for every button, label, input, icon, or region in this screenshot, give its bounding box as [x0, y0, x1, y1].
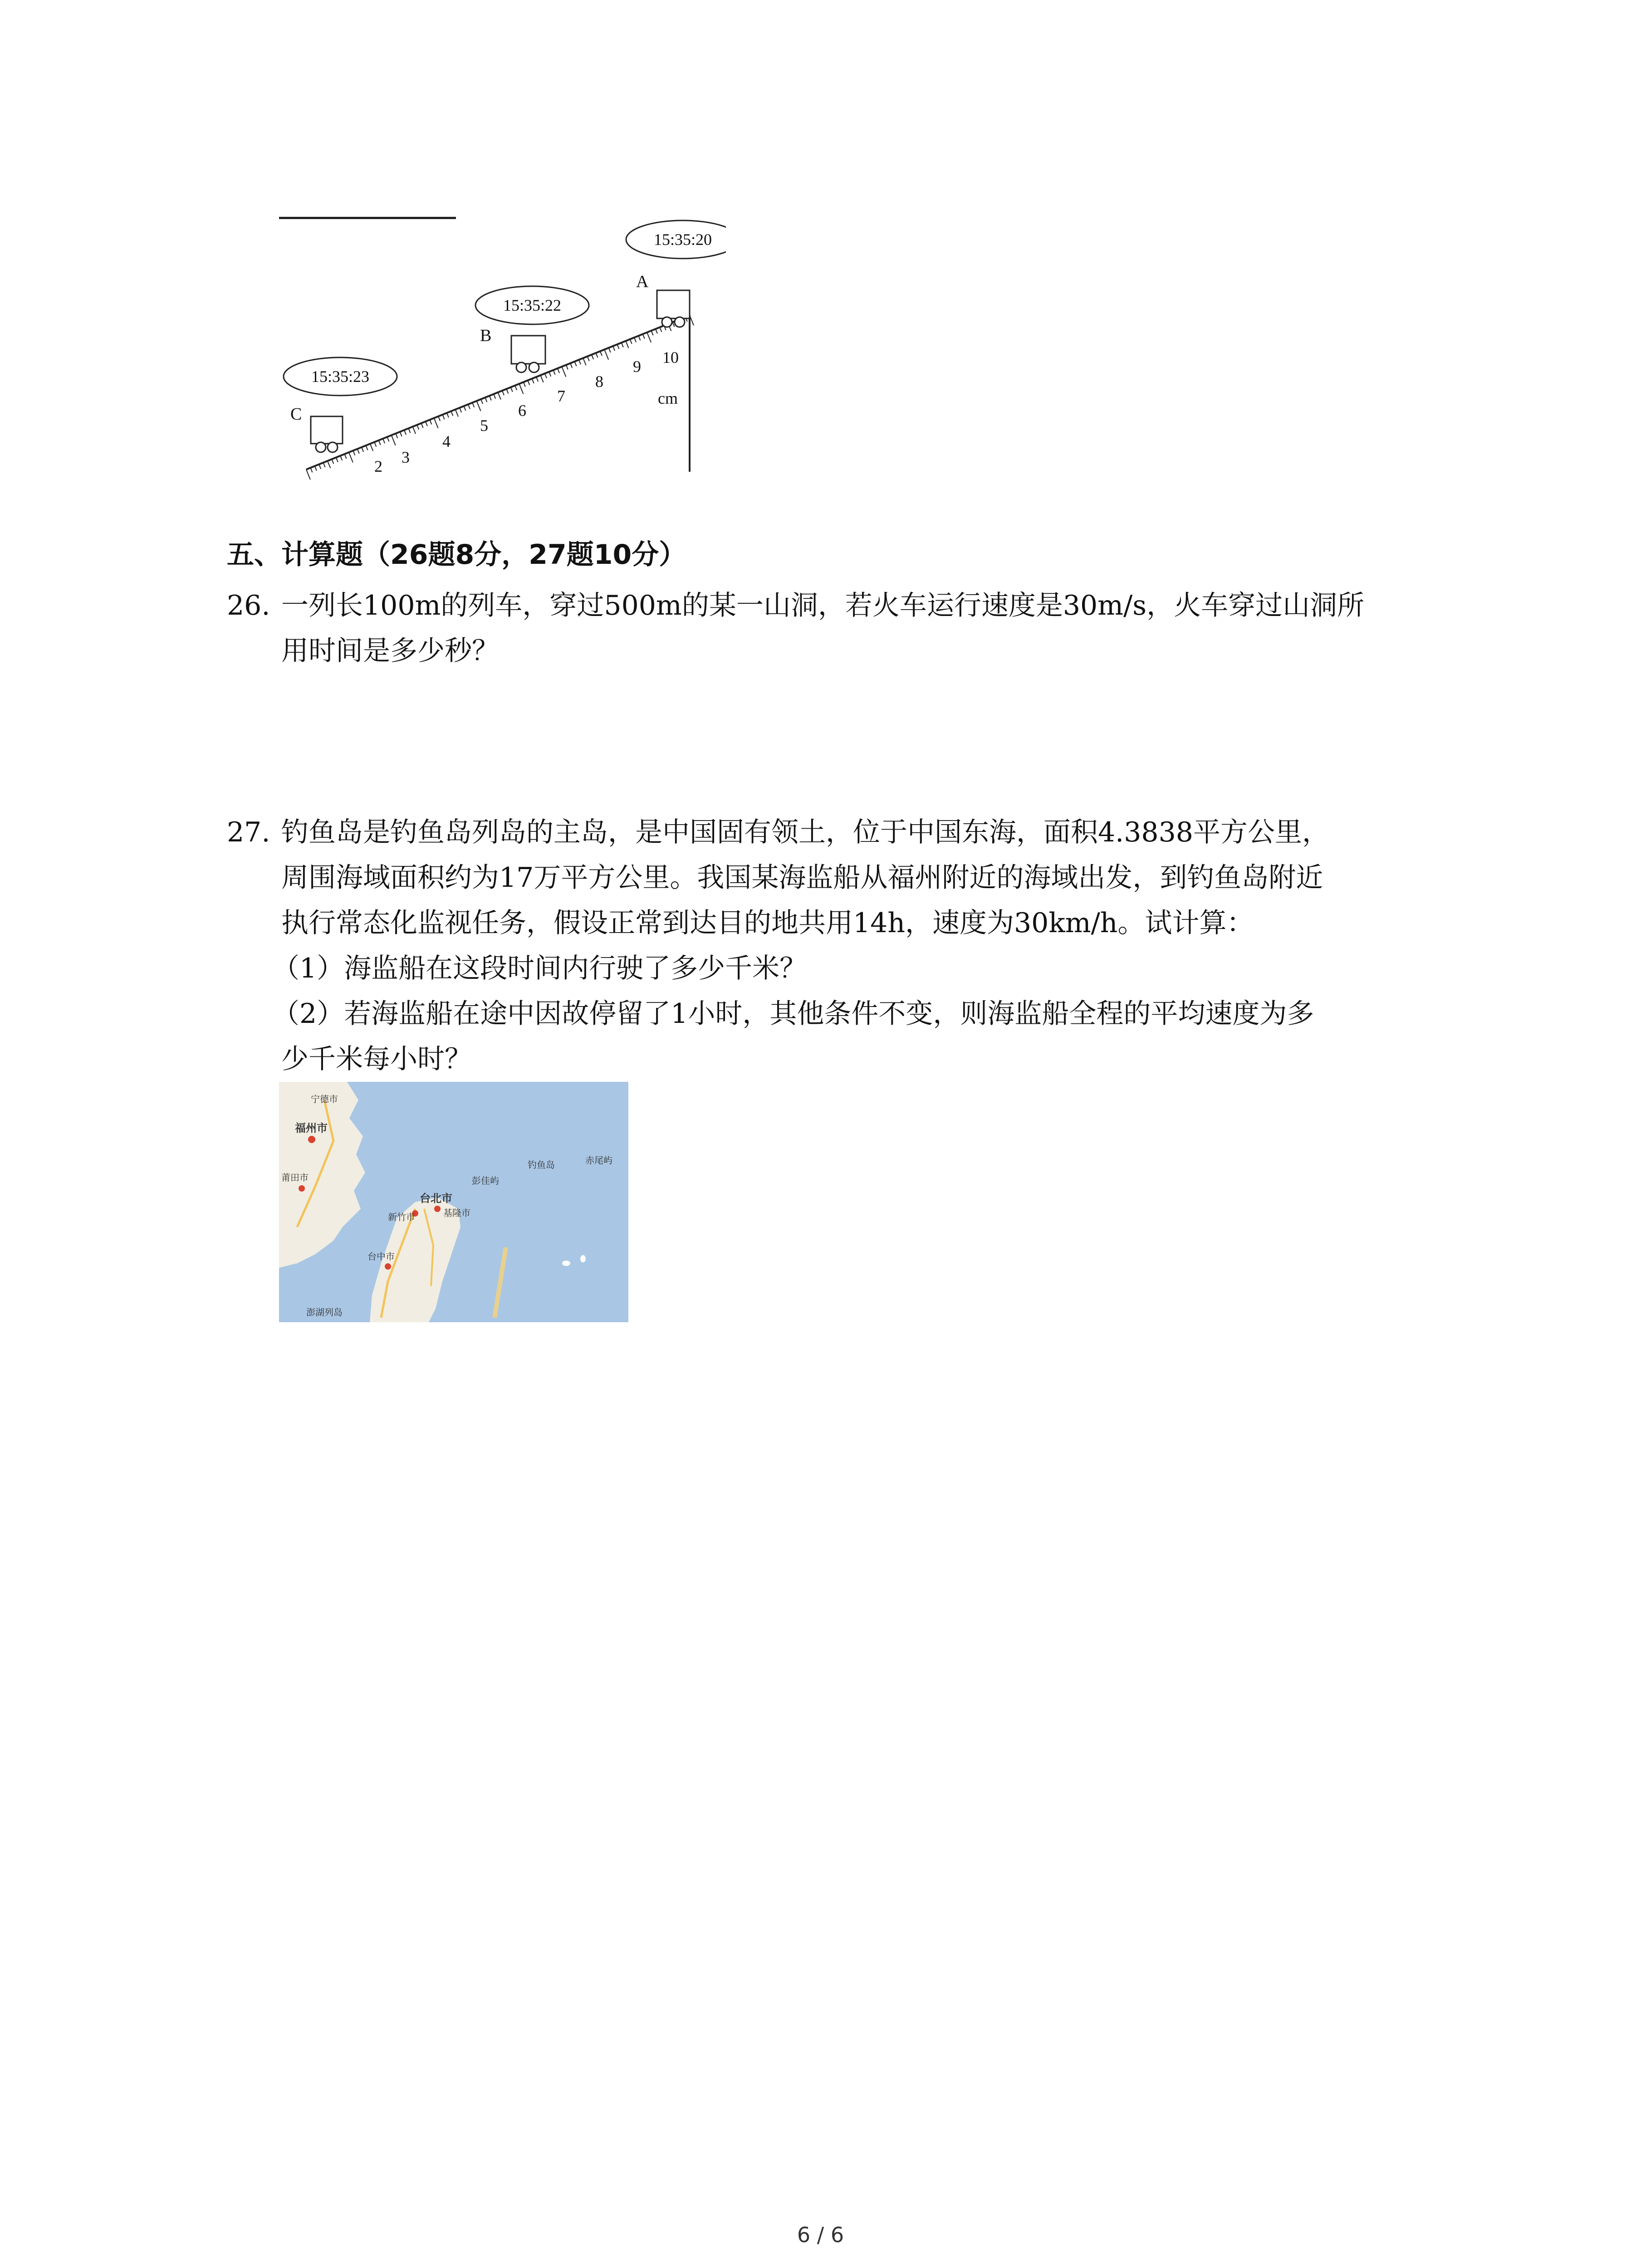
ruler-tick	[413, 427, 416, 434]
ruler-tick	[630, 339, 632, 344]
ruler-tick	[575, 362, 577, 366]
island	[580, 1255, 586, 1262]
page-number: 6 / 6	[797, 2223, 844, 2247]
ruler-tick	[511, 387, 513, 392]
ruler-tick	[596, 353, 598, 357]
ruler-tick	[515, 386, 517, 390]
ruler-tick	[502, 391, 504, 395]
question-26	[227, 583, 1452, 674]
city-marker	[308, 1136, 315, 1143]
ruler-tick	[490, 396, 491, 401]
ruler-tick	[656, 329, 657, 333]
tick-label-8: 8	[595, 372, 603, 391]
ruler-tick	[310, 468, 312, 472]
ruler-tick	[549, 372, 551, 376]
ruler-tick	[362, 447, 363, 452]
point-label-c: C	[290, 405, 302, 424]
question-text-line: 周围海域面积约为17万平方公里。我国某海监船从福州附近的海域出发，到钓鱼岛附近	[281, 862, 1323, 894]
ruler-tick	[498, 392, 501, 400]
ruler-tick	[613, 346, 615, 351]
ruler-tick	[626, 341, 628, 348]
tick-label-6: 6	[518, 401, 526, 420]
ruler-tick	[340, 456, 342, 460]
ruler-tick	[438, 416, 440, 421]
ruler-tick	[430, 420, 431, 424]
ruler-tick	[634, 337, 636, 342]
ruler-tick	[370, 444, 373, 451]
ruler-tick	[579, 360, 581, 364]
question-number: 26.	[227, 590, 270, 621]
ruler-tick	[592, 355, 593, 359]
tick-label-9: 9	[633, 357, 641, 376]
ruler-tick	[306, 469, 310, 479]
map-label-ningde: 宁德市	[311, 1094, 338, 1105]
ruler-tick	[604, 350, 608, 360]
ruler-tick	[506, 389, 508, 393]
ruler-tick	[643, 334, 645, 339]
map-label-taizhong: 台中市	[367, 1251, 395, 1262]
ruler-tick	[345, 454, 347, 459]
section-heading: 五、计算题（26题8分，27题10分）	[227, 539, 686, 571]
city-marker	[299, 1185, 305, 1192]
ruler-tick	[524, 382, 525, 386]
ruler-tick	[540, 375, 543, 382]
ruler-tick-marks	[306, 315, 694, 479]
tick-label-2: 2	[374, 457, 382, 475]
ruler-tick	[622, 342, 623, 347]
ruler-tick	[481, 399, 483, 404]
ruler-tick	[332, 459, 333, 464]
ruler-tick	[588, 357, 589, 361]
ruler-tick	[426, 421, 427, 426]
ruler-tick	[532, 379, 534, 383]
map-label-chiwei: 赤尾屿	[585, 1155, 612, 1166]
island	[562, 1261, 570, 1266]
tick-label-10: 10	[662, 348, 679, 367]
slope-ruler-diagram	[272, 218, 726, 490]
cart-c	[311, 416, 343, 452]
ruler-tick	[558, 368, 559, 373]
tick-label-5: 5	[480, 416, 488, 435]
ruler-tick	[404, 430, 406, 435]
question-text-line: 执行常态化监视任务，假设正常到达目的地共用14h，速度为30km/h。试计算：	[281, 907, 1254, 939]
ruler-tick	[451, 411, 453, 416]
ruler-tick	[464, 406, 465, 411]
ruler-tick	[456, 410, 458, 417]
ruler-tick	[379, 440, 381, 445]
timestamp-b: 15:35:22	[503, 296, 562, 314]
map-label-diaoyu: 钓鱼岛	[528, 1159, 555, 1170]
ruler-tick	[421, 423, 423, 428]
ruler-tick	[447, 413, 449, 417]
question-text-line: 一列长100m的列车，穿过500m的某一山洞，若火车运行速度是30m/s，火车穿过山洞所	[281, 590, 1365, 621]
sub-question-2: （2）若海监船在途中因故停留了1小时，其他条件不变，则海监船全程的平均速度为多	[272, 998, 1314, 1030]
ruler-tick	[387, 437, 389, 441]
ruler-tick	[600, 351, 602, 356]
ruler-tick	[315, 466, 317, 470]
ruler-tick	[472, 403, 474, 407]
ruler-tick	[353, 450, 355, 455]
sub-question-1: （1）海监船在这段时间内行驶了多少千米？	[272, 953, 807, 984]
ruler-tick	[396, 434, 397, 438]
map-label-taibei: 台北市	[420, 1192, 452, 1205]
tick-label-3: 3	[402, 448, 410, 466]
ruler-tick	[545, 373, 547, 378]
ruler-tick	[652, 331, 653, 335]
point-label-b: B	[480, 326, 492, 345]
ruler-tick	[660, 327, 661, 332]
map-label-putian: 莆田市	[281, 1172, 309, 1183]
cart-b	[511, 336, 545, 372]
ruler-tick	[460, 408, 461, 412]
ruler-tick	[374, 442, 376, 447]
ruler-tick	[647, 332, 651, 342]
ruler-tick	[408, 428, 410, 433]
ruler-tick	[609, 348, 611, 352]
ruler-tick	[566, 365, 568, 370]
ruler-tick	[519, 384, 523, 394]
ruler-tick	[417, 425, 419, 430]
ruler-tick	[358, 449, 359, 454]
ruler-tick	[638, 336, 640, 340]
ruler-tick	[392, 435, 396, 445]
ruler-tick	[477, 401, 481, 411]
question-text-line: 用时间是多少秒？	[281, 635, 499, 667]
map-label-fuzhou: 福州市	[295, 1122, 328, 1134]
timestamp-a: 15:35:20	[653, 230, 712, 249]
city-marker	[434, 1206, 441, 1212]
ruler-tick	[485, 397, 487, 402]
tick-label-7: 7	[557, 387, 565, 405]
ruler-tick	[328, 461, 330, 468]
point-label-a: A	[636, 272, 649, 291]
ruler-tick	[617, 344, 619, 349]
ruler-tick	[583, 358, 586, 365]
question-text-line: 钓鱼岛是钓鱼岛列岛的主岛，是中国固有领土，位于中国东海，面积4.3838平方公里，	[281, 816, 1329, 848]
tick-label-4: 4	[442, 432, 451, 450]
ruler-tick	[562, 367, 566, 376]
map-image	[279, 1082, 628, 1322]
ruler-tick	[336, 458, 338, 462]
ruler-tick	[494, 394, 495, 399]
map-label-pengjia: 彭佳屿	[472, 1175, 499, 1186]
ruler-tick	[468, 404, 470, 409]
ruler-tick	[442, 415, 444, 419]
ruler-tick	[400, 432, 402, 436]
timestamp-c: 15:35:23	[311, 367, 370, 386]
question-27	[227, 810, 1452, 1082]
ruler-tick	[570, 363, 572, 368]
ruler-tick	[536, 377, 538, 381]
ruler-tick	[554, 370, 555, 375]
ruler-tick	[323, 463, 325, 467]
map-label-penghu: 澎湖列岛	[306, 1307, 343, 1318]
question-number: 27.	[227, 816, 270, 848]
map-label-jilong: 基隆市	[443, 1207, 470, 1218]
ruler-tick	[528, 381, 529, 385]
ruler-tick	[383, 439, 385, 443]
map-label-xinzhu: 新竹市	[388, 1212, 415, 1222]
ruler-tick	[434, 418, 438, 428]
unit-label: cm	[658, 389, 678, 407]
ruler-tick	[366, 445, 367, 450]
city-marker	[385, 1263, 391, 1270]
ruler-tick	[349, 452, 353, 462]
sub-question-2-cont: 少千米每小时？	[281, 1043, 472, 1075]
ruler-tick	[319, 464, 321, 469]
